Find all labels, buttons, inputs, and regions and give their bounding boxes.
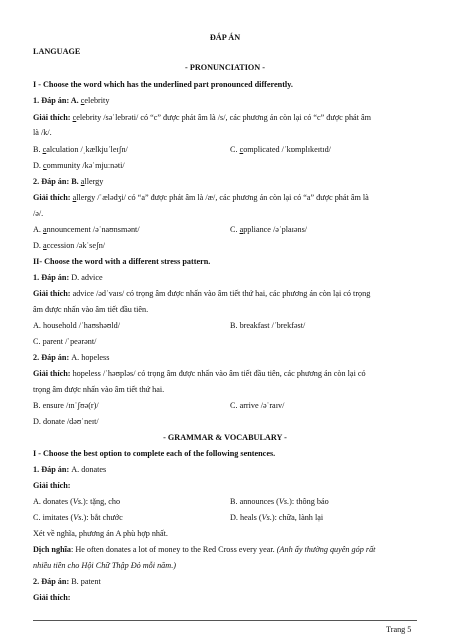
answer-line: 1. Đáp án: D. advice xyxy=(33,273,103,282)
explanation-line: là /k/. xyxy=(33,128,52,137)
option-item: C. parent /ˈpeərənt/ xyxy=(33,337,97,346)
page-number: Trang 5 xyxy=(386,625,412,634)
option-item: C. imitates (Vs.): bắt chước xyxy=(33,513,123,522)
answer-line: 1. Đáp án: A. celebrity xyxy=(33,96,110,105)
explanation-line: Giải thích: advice /ədˈvaɪs/ có trọng âm được nhấn vào âm tiết thứ hai, các phương án còn lại có trọng xyxy=(33,289,371,298)
note-line: Xét về nghĩa, phương án A phù hợp nhất. xyxy=(33,529,168,538)
part-instruction: II- Choose the word with a different stress pattern. xyxy=(33,257,211,266)
translation-line: nhiều tiền cho Hội Chữ Thập Đỏ mỗi năm.) xyxy=(33,561,176,570)
option-item: D. accession /əkˈseʃn/ xyxy=(33,241,106,250)
explanation-heading: Giải thích: xyxy=(33,593,71,602)
explanation-line: trọng âm được nhấn vào âm tiết thứ hai. xyxy=(33,385,165,394)
option-item: A. household /ˈhaʊshəʊld/ xyxy=(33,321,120,330)
option-item: B. breakfast /ˈbrekfəst/ xyxy=(230,321,306,330)
option-item: B. calculation /ˌkælkjuˈleɪʃn/ xyxy=(33,145,128,154)
answer-line: 2. Đáp án: B. patent xyxy=(33,577,101,586)
part-instruction: I - Choose the best option to complete each of the following sentences. xyxy=(33,449,276,458)
answer-line: 1. Đáp án: A. donates xyxy=(33,465,107,474)
translation-line: Dịch nghĩa: He often donates a lot of money to the Red Cross every year. (Anh ấy thường quyên góp rất xyxy=(33,545,376,554)
option-item: C. arrive /əˈraɪv/ xyxy=(230,401,285,410)
grammar-heading: - GRAMMAR & VOCABULARY - xyxy=(163,433,287,442)
option-item: A. donates (Vs.): tặng, cho xyxy=(33,497,121,506)
footer-divider xyxy=(33,620,417,621)
option-item: C. complicated /ˈkɒmplɪkeɪtɪd/ xyxy=(230,145,331,154)
answer-line: 2. Đáp án: A. hopeless xyxy=(33,353,110,362)
explanation-line: /ə/. xyxy=(33,209,44,218)
explanation-line: Giải thích: celebrity /səˈlebrəti/ có “c” được phát âm là /s/, các phương án còn lại có “c” được phát âm xyxy=(33,113,371,122)
explanation-line: âm được nhấn vào âm tiết đầu tiên. xyxy=(33,305,149,314)
page-title: ĐÁP ÁN xyxy=(209,33,241,42)
pronunciation-heading: - PRONUNCIATION - xyxy=(185,63,265,72)
option-item: A. announcement /əˈnaʊnsmənt/ xyxy=(33,225,140,234)
option-item: B. ensure /ɪnˈʃʊə(r)/ xyxy=(33,401,99,410)
option-item: C. appliance /əˈplaɪəns/ xyxy=(230,225,308,234)
option-item: D. heals (Vs.): chữa, lành lại xyxy=(230,513,324,522)
explanation-line: Giải thích: allergy /ˈælədʒi/ có “a” được phát âm là /æ/, các phương án còn lại có “a” được phát âm là xyxy=(33,193,369,202)
section-heading: LANGUAGE xyxy=(33,47,81,56)
explanation-heading: Giải thích: xyxy=(33,481,71,490)
answer-line: 2. Đáp án: B. allergy xyxy=(33,177,104,186)
option-item: B. announces (Vs.): thông báo xyxy=(230,497,329,506)
option-item: D. donate /dəʊˈneɪt/ xyxy=(33,417,99,426)
explanation-line: Giải thích: hopeless /ˈhəʊpləs/ có trọng âm được nhấn vào âm tiết đầu tiên, các phương án còn lại có xyxy=(33,369,366,378)
part-instruction: I - Choose the word which has the underlined part pronounced differently. xyxy=(33,80,293,89)
option-item: D. community /kəˈmjuːnəti/ xyxy=(33,161,125,170)
